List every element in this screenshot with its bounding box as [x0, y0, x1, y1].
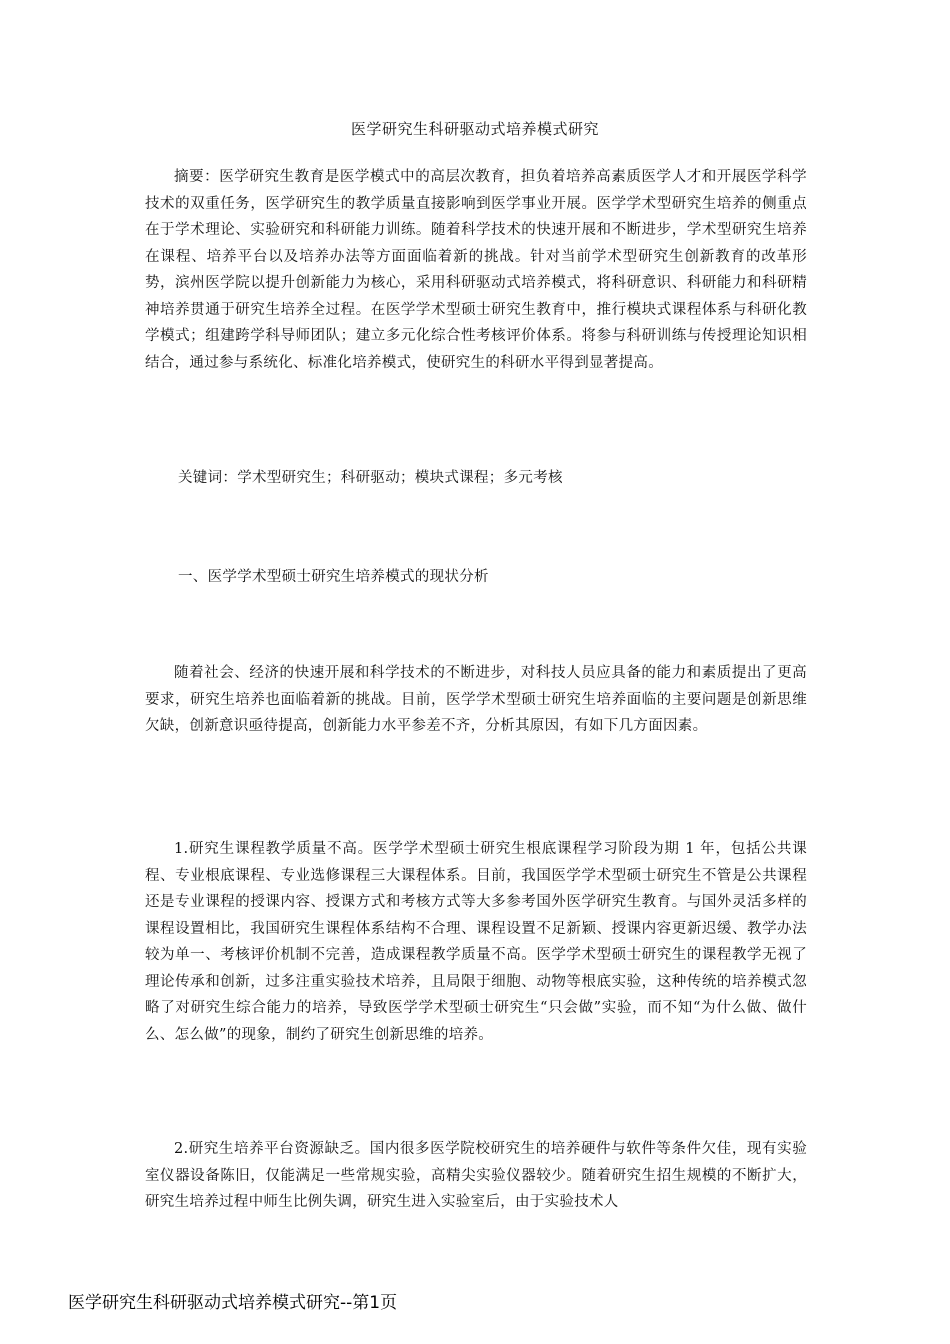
point-1-paragraph: 1.研究生课程教学质量不高。医学学术型硕士研究生根底课程学习阶段为期 1 年，包括公共课程、专业根底课程、专业选修课程三大课程体系。目前，我国医学学术型硕士研究生不管是公共课程还是专业课程的授课内容、授课方式和考核方式等大多参考国外医学研究生教育。与国外灵活多样的课程设置相比，我国研究生课程体系结构不合理、课程设置不足新颖、授课内容更新迟缓、教学办法较为单一、考核评价机制不完善，造成课程教学质量不高。医学学术型硕士研究生的课程教学无视了理论传承和创新，过多注重实验技术培养，且局限于细胞、动物等根底实验，这种传统的培养模式忽略了对研究生综合能力的培养，导致医学学术型硕士研究生“只会做”实验，而不知“为什么做、做什么、怎么做”的现象，制约了研究生创新思维的培养。: [145, 841, 807, 1043]
point-2-paragraph: 2.研究生培养平台资源缺乏。国内很多医学院校研究生的培养硬件与软件等条件欠佳，现有实验室仪器设备陈旧，仅能满足一些常规实验，高精尖实验仪器较少。随着研究生招生规模的不断扩大，研究生培养过程中师生比例失调，研究生进入实验室后，由于实验技术人: [145, 1141, 807, 1210]
page-footer: 医学研究生科研驱动式培养模式研究--第1页: [68, 1293, 398, 1313]
abstract-paragraph: 摘要：医学研究生教育是医学模式中的高层次教育，担负着培养高素质医学人才和开展医学科学技术的双重任务，医学研究生的教学质量直接影响到医学事业开展。医学学术型研究生培养的侧重点在于学术理论、实验研究和科研能力训练。随着科学技术的快速开展和不断进步，学术型研究生培养在课程、培养平台以及培养办法等方面面临着新的挑战。针对当前学术型研究生创新教育的改革形势，滨州医学院以提升创新能力为核心，采用科研驱动式培养模式，将科研意识、科研能力和科研精神培养贯通于研究生培养全过程。在医学学术型硕士研究生教育中，推行模块式课程体系与科研化教学模式；组建跨学科导师团队；建立多元化综合性考核评价体系。将参与科研训练与传授理论知识相结合，通过参与系统化、标准化培养模式，使研究生的科研水平得到显著提高。: [145, 169, 807, 371]
section-heading: 一、医学学术型硕士研究生培养模式的现状分析: [178, 569, 489, 585]
section-intro-paragraph: 随着社会、经济的快速开展和科学技术的不断进步，对科技人员应具备的能力和素质提出了更高要求，研究生培养也面临着新的挑战。目前，医学学术型硕士研究生培养面临的主要问题是创新思维欠缺，创新意识亟待提高，创新能力水平参差不齐，分析其原因，有如下几方面因素。: [145, 665, 807, 734]
document-title: 医学研究生科研驱动式培养模式研究: [350, 120, 599, 138]
keywords-line: 关键词：学术型研究生；科研驱动；模块式课程；多元考核: [178, 470, 563, 486]
